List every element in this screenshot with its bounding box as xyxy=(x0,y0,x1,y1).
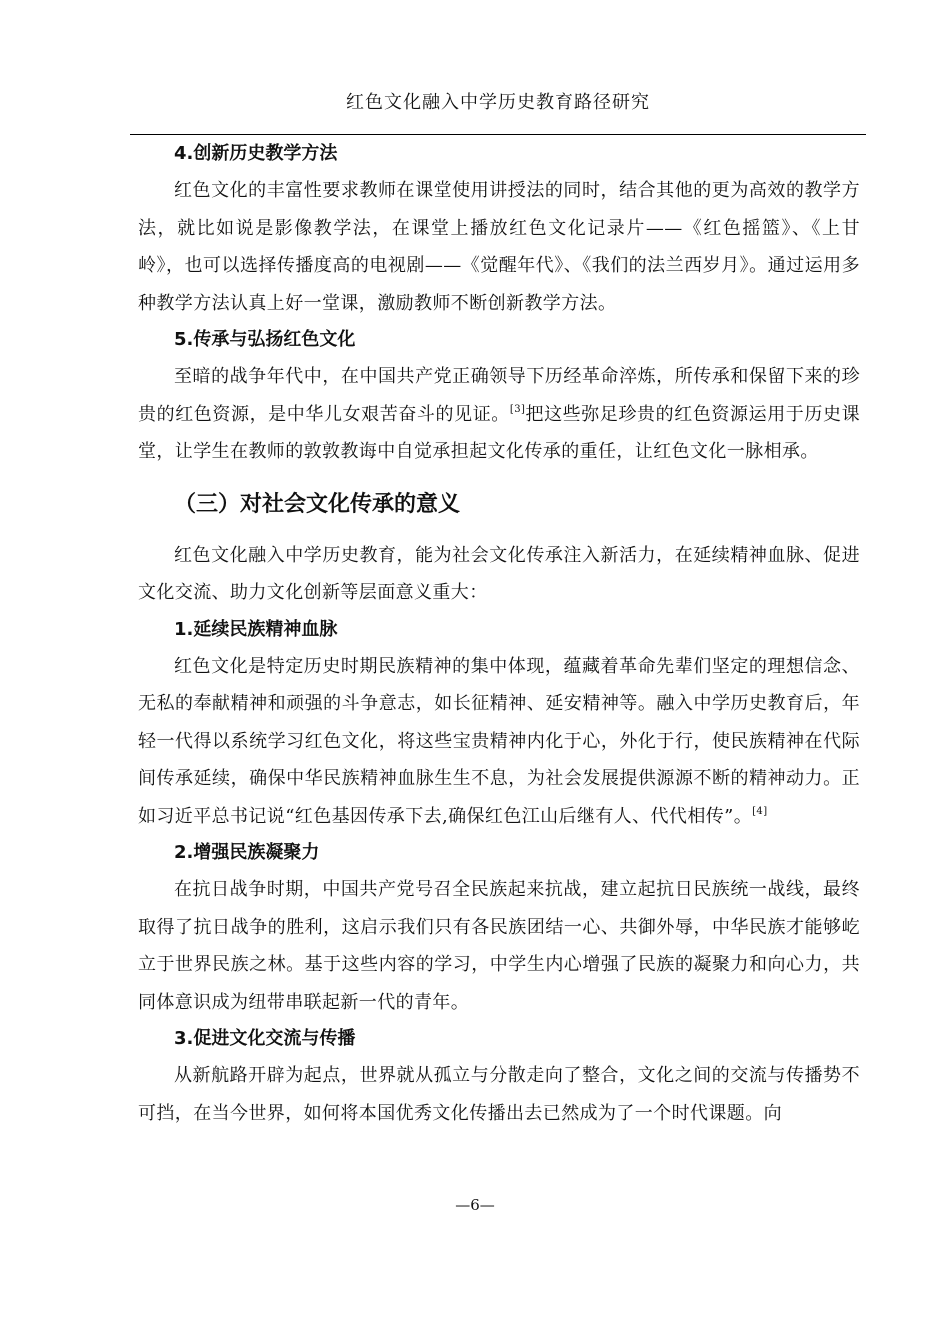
citation-ref: [3] xyxy=(509,403,526,415)
paragraph-text: 红色文化是特定历史时期民族精神的集中体现，蕴藏着革命先辈们坚定的理想信念、无私的奉献精神和顽强的斗争意志，如长征精神、延安精神等。融入中学历史教育后，年轻一代得以系统学习红色文化，将这些宝贵精神内化于心，外化于行，使民族精神在代际间传承延续，确保中华民族精神血脉生生不息，为社会发展提供源源不断的精神动力。正如习近平总书记说“红色基因传承下去,确保红色江山后继有人、代代相传”。 xyxy=(138,655,860,827)
page-body xyxy=(138,136,860,1132)
citation-ref: [4] xyxy=(752,805,768,817)
paragraph-cultural-exchange: 从新航路开辟为起点，世界就从孤立与分散走向了整合，文化之间的交流与传播势不可挡，在当今世界，如何将本国优秀文化传播出去已然成为了一个时代课题。向 xyxy=(138,1065,860,1124)
section-heading-social-heritage: （三）对社会文化传承的意义 xyxy=(174,491,461,517)
heading-innovate-teaching-methods: 4.创新历史教学方法 xyxy=(174,143,338,164)
heading-cultural-exchange: 3.促进文化交流与传播 xyxy=(174,1028,356,1049)
running-header: 红色文化融入中学历史教育路径研究 xyxy=(346,92,650,113)
paragraph-teaching-methods: 红色文化的丰富性要求教师在课堂使用讲授法的同时，结合其他的更为高效的教学方法，就比如说是影像教学法，在课堂上播放红色文化记录片——《红色摇篮》、《上甘岭》，也可以选择传播度高的电视剧——《觉醒年代》、《我们的法兰西岁月》。通过运用多种教学方法认真上好一堂课，激励教师不断创新教学方法。 xyxy=(138,180,860,314)
paragraph-national-cohesion: 在抗日战争时期，中国共产党号召全民族起来抗战，建立起抗日民族统一战线，最终取得了抗日战争的胜利，这启示我们只有各民族团结一心、共御外辱，中华民族才能够屹立于世界民族之林。基于这些内容的学习，中学生内心增强了民族的凝聚力和向心力，共同体意识成为纽带串联起新一代的青年。 xyxy=(138,879,860,1013)
paragraph-national-spirit xyxy=(138,648,860,836)
paragraph-section-intro: 红色文化融入中学历史教育，能为社会文化传承注入新活力，在延续精神血脉、促进文化交流、助力文化创新等层面意义重大： xyxy=(138,544,860,603)
heading-national-spirit: 1.延续民族精神血脉 xyxy=(174,618,338,640)
header-rule xyxy=(130,134,866,135)
paragraph-text-continued: 把这些弥足珍贵的红色资源运用于历史课堂，让学生在教师的敦敦教诲中自觉承担起文化传承的重任，让红色文化一脉相承。 xyxy=(138,403,860,462)
page-number: —6— xyxy=(455,1196,495,1214)
heading-inherit-red-culture: 5.传承与弘扬红色文化 xyxy=(174,329,356,350)
paragraph-text: 至暗的战争年代中，在中国共产党正确领导下历经革命淬炼，所传承和保留下来的珍贵的红色资源，是中华儿女艰苦奋斗的见证。 xyxy=(138,366,860,425)
heading-national-cohesion: 2.增强民族凝聚力 xyxy=(174,842,320,863)
paragraph-red-resources xyxy=(138,358,860,471)
